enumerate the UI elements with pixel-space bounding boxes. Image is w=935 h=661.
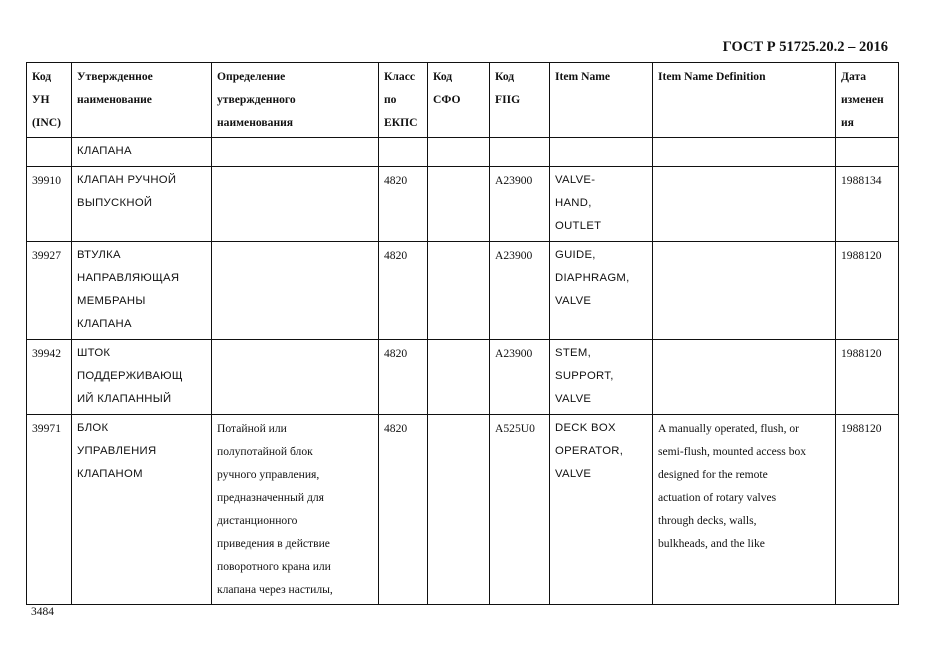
table-row — [27, 138, 899, 167]
cell-date: 1988120 — [836, 340, 899, 415]
cell-class — [379, 138, 428, 167]
gost-table — [26, 62, 899, 605]
header-item-definition: Item Name Definition — [653, 63, 836, 138]
cell-class: 4820 — [379, 242, 428, 340]
cell-class: 4820 — [379, 340, 428, 415]
cell-definition: Потайной или полупотайной блок ручного управления, предназначенный для дистанционного приведения в действие поворотного крана или клапана через настилы, — [212, 415, 379, 605]
cell-item-name: STEM, SUPPORT, VALVE — [550, 340, 653, 415]
cell-definition — [212, 167, 379, 242]
cell-name: ВТУЛКА НАПРАВЛЯЮЩАЯ МЕМБРАНЫ КЛАПАНА — [72, 242, 212, 340]
cell-inc: 39971 — [27, 415, 72, 605]
cell-definition — [212, 340, 379, 415]
header-name: Утвержденное наименование — [72, 63, 212, 138]
cell-fiig: A525U0 — [490, 415, 550, 605]
cell-fiig: A23900 — [490, 340, 550, 415]
header-sfo: Код СФО — [428, 63, 490, 138]
cell-date: 1988120 — [836, 415, 899, 605]
cell-inc — [27, 138, 72, 167]
header-class: Класс по ЕКПС — [379, 63, 428, 138]
cell-item-definition — [653, 340, 836, 415]
cell-name: БЛОК УПРАВЛЕНИЯ КЛАПАНОМ — [72, 415, 212, 605]
cell-item-name — [550, 138, 653, 167]
cell-class: 4820 — [379, 167, 428, 242]
cell-definition — [212, 242, 379, 340]
document-header: ГОСТ Р 51725.20.2 – 2016 — [722, 39, 888, 55]
cell-inc: 39910 — [27, 167, 72, 242]
table-row — [27, 340, 899, 415]
table-row — [27, 242, 899, 340]
cell-class: 4820 — [379, 415, 428, 605]
cell-name: КЛАПАНА — [72, 138, 212, 167]
cell-sfo — [428, 242, 490, 340]
header-item-name: Item Name — [550, 63, 653, 138]
table-row — [27, 167, 899, 242]
cell-fiig: A23900 — [490, 167, 550, 242]
cell-sfo — [428, 415, 490, 605]
cell-date: 1988134 — [836, 167, 899, 242]
cell-item-definition — [653, 242, 836, 340]
cell-date — [836, 138, 899, 167]
table-header-row — [27, 63, 899, 138]
header-fiig: Код FIIG — [490, 63, 550, 138]
cell-fiig: A23900 — [490, 242, 550, 340]
cell-item-definition — [653, 167, 836, 242]
cell-date: 1988120 — [836, 242, 899, 340]
header-definition: Определение утвержденного наименования — [212, 63, 379, 138]
cell-definition — [212, 138, 379, 167]
table-row — [27, 415, 899, 605]
header-date: Дата изменен ия — [836, 63, 899, 138]
cell-name: КЛАПАН РУЧНОЙ ВЫПУСКНОЙ — [72, 167, 212, 242]
cell-item-definition — [653, 138, 836, 167]
cell-sfo — [428, 167, 490, 242]
cell-inc: 39942 — [27, 340, 72, 415]
cell-fiig — [490, 138, 550, 167]
cell-sfo — [428, 340, 490, 415]
cell-inc: 39927 — [27, 242, 72, 340]
cell-name: ШТОК ПОДДЕРЖИВАЮЩ ИЙ КЛАПАННЫЙ — [72, 340, 212, 415]
cell-item-name: GUIDE, DIAPHRAGM, VALVE — [550, 242, 653, 340]
cell-item-definition: A manually operated, flush, or semi-flush, mounted access box designed for the remote actuation of rotary valves through decks, walls, bulkheads, and the like — [653, 415, 836, 605]
cell-item-name: VALVE- HAND, OUTLET — [550, 167, 653, 242]
cell-sfo — [428, 138, 490, 167]
page-number: 3484 — [31, 606, 54, 618]
header-inc: Код УН (INC) — [27, 63, 72, 138]
cell-item-name: DECK BOX OPERATOR, VALVE — [550, 415, 653, 605]
